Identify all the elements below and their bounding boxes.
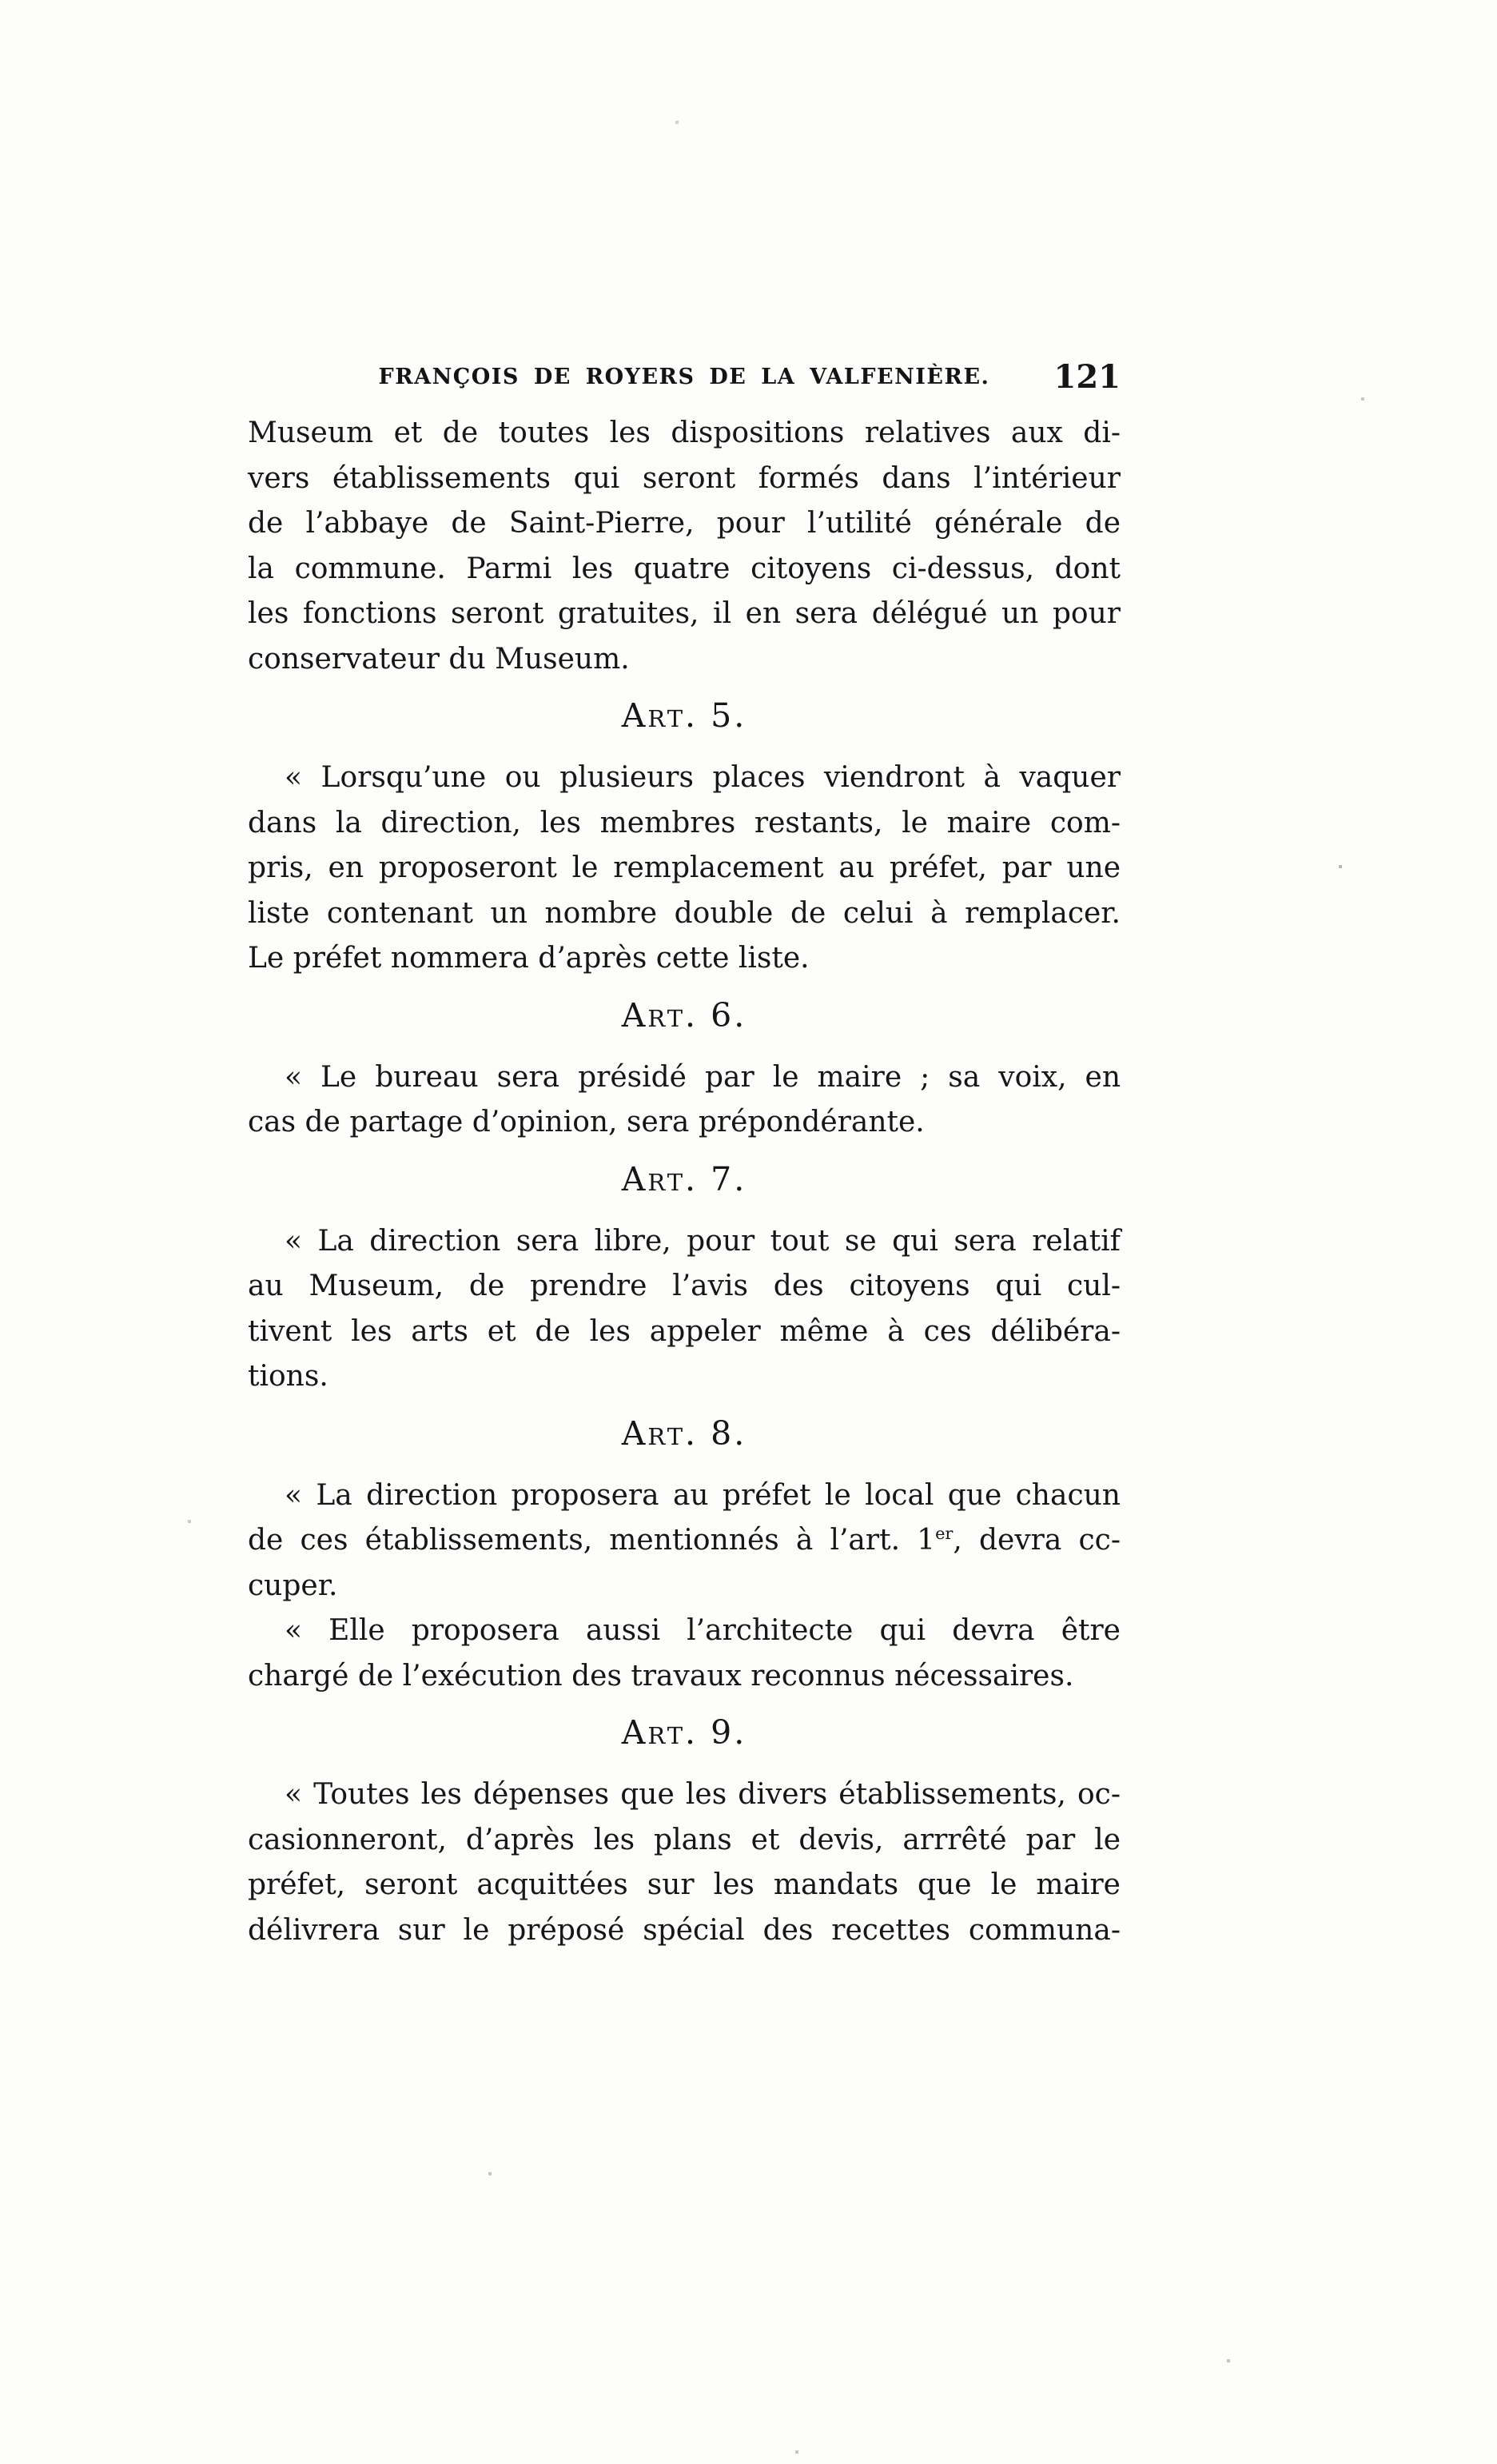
article-heading: Art. 7. (621, 1159, 747, 1198)
text-line: préfet, seront acquittées sur les mandats que le maire (248, 1868, 1121, 1901)
paragraph (248, 1772, 1121, 1953)
paragraph (248, 1609, 1121, 1699)
text-line: vers établissements qui seront formés dans l’intérieur (248, 461, 1121, 495)
text-line: tions. (248, 1360, 328, 1393)
paragraph (248, 411, 1121, 682)
article-heading: Art. 5. (621, 696, 747, 735)
text-line: conservateur du Museum. (248, 642, 630, 676)
text-block (248, 358, 1121, 1953)
text-line: pris, en proposeront le remplacement au préfet, par une (248, 851, 1121, 884)
text-line: dans la direction, les membres restants, le maire com- (248, 806, 1121, 839)
text-line: les fonctions seront gratuites, il en sera délégué un pour (248, 597, 1121, 630)
text-line: casionneront, d’après les plans et devis, arrrêté par le (248, 1823, 1121, 1856)
text-line: cas de partage d’opinion, sera prépondérante. (248, 1106, 925, 1138)
page-text (248, 411, 1121, 1953)
page-number: 121 (1053, 358, 1121, 396)
paragraph (248, 1055, 1121, 1146)
text-line: « Elle proposera aussi l’architecte qui devra être (285, 1614, 1121, 1647)
paragraph (248, 756, 1121, 982)
text-line: « Lorsqu’une ou plusieurs places viendront à vaquer (285, 761, 1121, 794)
paragraph (248, 1219, 1121, 1400)
text-line: « La direction sera libre, pour tout se qui sera relatif (285, 1224, 1121, 1258)
text-line: de l’abbaye de Saint-Pierre, pour l’utilité générale de (248, 507, 1121, 540)
text-line: tivent les arts et de les appeler même à ces délibéra- (248, 1314, 1121, 1348)
article-heading: Art. 8. (621, 1413, 747, 1453)
article-heading: Art. 9. (621, 1713, 747, 1752)
text-line: de ces établissements, mentionnés à l’art. 1er, devra cc- (248, 1524, 1121, 1557)
text-line: Museum et de toutes les dispositions relatives aux di- (248, 417, 1121, 449)
text-line: cuper. (248, 1569, 338, 1602)
text-line: délivrera sur le préposé spécial des recettes communa- (248, 1913, 1121, 1947)
article-heading: Art. 6. (621, 995, 747, 1035)
running-head (248, 358, 1121, 400)
text-line: « Le bureau sera présidé par le maire ; sa voix, en (285, 1060, 1121, 1094)
text-line: « Toutes les dépenses que les divers établissements, oc- (285, 1778, 1121, 1811)
text-line: au Museum, de prendre l’avis des citoyens qui cul- (248, 1270, 1121, 1302)
text-line: la commune. Parmi les quatre citoyens ci-dessus, dont (248, 552, 1121, 585)
text-line: chargé de l’exécution des travaux reconnus nécessaires. (248, 1659, 1074, 1693)
running-title: FRANÇOIS DE ROYERS DE LA VALFENIÈRE. (378, 365, 990, 389)
paragraph (248, 1473, 1121, 1609)
text-line: Le préfet nommera d’après cette liste. (248, 942, 810, 975)
text-line: « La direction proposera au préfet le local que chacun (285, 1478, 1121, 1512)
text-line: liste contenant un nombre double de celui à remplacer. (248, 896, 1121, 930)
